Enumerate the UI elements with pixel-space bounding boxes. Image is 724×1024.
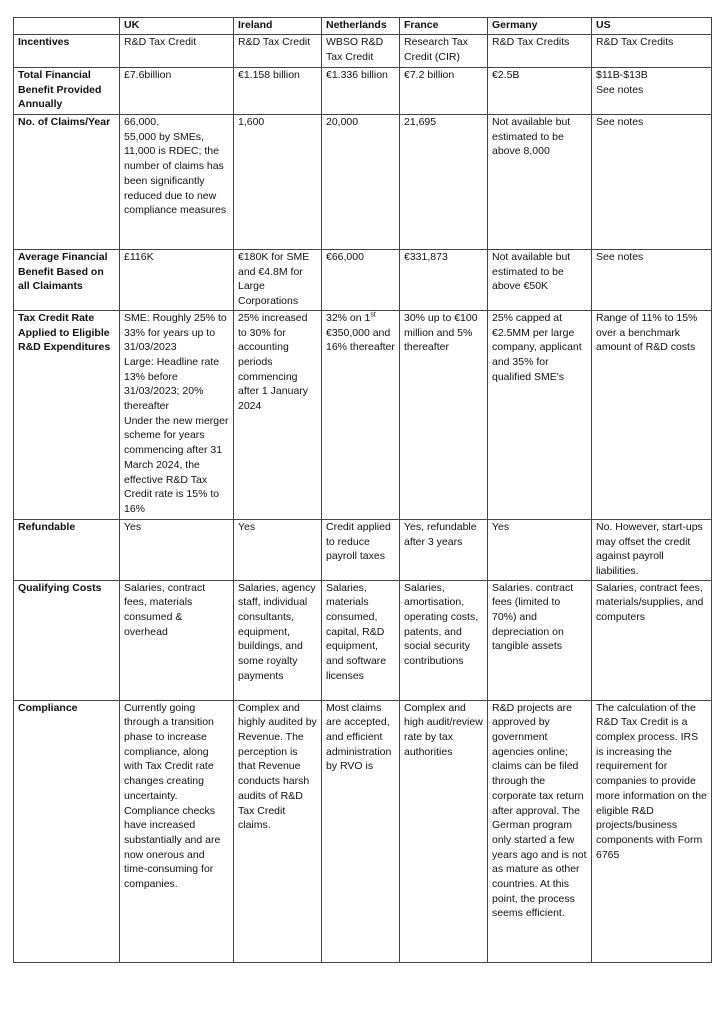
row-average-financial-benefit — [14, 250, 712, 311]
cell-ireland: R&D Tax Credit — [234, 35, 322, 68]
header-uk: UK — [120, 18, 234, 35]
cell-netherlands: 20,000 — [322, 115, 400, 250]
row-label: Qualifying Costs — [14, 580, 120, 700]
cell-line: 55,000 by SMEs, 11,000 is RDEC; the number of claims has been significantly reduced due to new compliance measures — [124, 130, 227, 217]
cell-germany: Yes — [488, 519, 592, 580]
row-label: Refundable — [14, 519, 120, 580]
cell-line: $11B-$13B — [596, 69, 648, 81]
row-compliance — [14, 700, 712, 962]
row-incentives — [14, 35, 712, 68]
header-france: France — [400, 18, 488, 35]
cell-line: Under the new merger scheme for years commencing after 31 March 2024, the effective R&D Tax Credit rate is 15% to 16% — [124, 414, 229, 515]
cell-germany: R&D Tax Credits — [488, 35, 592, 68]
row-refundable — [14, 519, 712, 580]
cell-ireland: €180K for SME and €4.8M for Large Corporations — [234, 250, 322, 311]
cell-ireland: 25% increased to 30% for accounting periods commencing after 1 January 2024 — [234, 310, 322, 519]
cell-ireland: Yes — [234, 519, 322, 580]
header-ireland: Ireland — [234, 18, 322, 35]
cell-us: See notes — [592, 115, 712, 250]
cell-uk: £116K — [120, 250, 234, 311]
cell-us: R&D Tax Credits — [592, 35, 712, 68]
cell-germany: 25% capped at €2.5MM per large company, applicant and 35% for qualified SME's — [488, 310, 592, 519]
cell-line: SME: Roughly 25% to 33% for years up to 31/03/2023 — [124, 311, 227, 354]
cell-netherlands: Salaries, materials consumed, capital, R&D equipment, and software licenses — [322, 580, 400, 700]
cell-us: No. However, start-ups may offset the credit against payroll liabilities. — [592, 519, 712, 580]
header-us: US — [592, 18, 712, 35]
ordinal-suffix: st — [370, 311, 376, 319]
cell-france: 21,695 — [400, 115, 488, 250]
cell-us — [592, 68, 712, 115]
cell-text-post: €350,000 and 16% thereafter — [326, 326, 395, 354]
cell-netherlands: Credit applied to reduce payroll taxes — [322, 519, 400, 580]
cell-france: €7.2 billion — [400, 68, 488, 115]
row-tax-credit-rate — [14, 310, 712, 519]
cell-uk: Currently going through a transition phase to increase compliance, along with Tax Credit rate changes creating uncertainty. Compliance checks have increased substantially and are now onerous and time-consuming for companies. — [120, 700, 234, 962]
rd-tax-credit-comparison-table — [13, 17, 712, 963]
cell-germany: Not available but estimated to be above 8,000 — [488, 115, 592, 250]
cell-netherlands — [322, 310, 400, 519]
cell-germany: R&D projects are approved by government agencies online; claims can be filed through the corporate tax return after approval. The German program only started a few years ago and is not as mature as other countries. At this point, the process seems efficient. — [488, 700, 592, 962]
cell-netherlands: WBSO R&D Tax Credit — [322, 35, 400, 68]
cell-ireland: Complex and highly audited by Revenue. The perception is that Revenue conducts harsh audits of R&D Tax Credit claims. — [234, 700, 322, 962]
cell-ireland: 1,600 — [234, 115, 322, 250]
cell-france: 30% up to €100 million and 5% thereafter — [400, 310, 488, 519]
header-blank — [14, 18, 120, 35]
row-total-financial-benefit — [14, 68, 712, 115]
cell-ireland: €1.158 billion — [234, 68, 322, 115]
cell-uk: Salaries, contract fees, materials consumed & overhead — [120, 580, 234, 700]
cell-uk: £7.6billion — [120, 68, 234, 115]
row-label: No. of Claims/Year — [14, 115, 120, 250]
cell-germany: €2.5B — [488, 68, 592, 115]
cell-netherlands: Most claims are accepted, and efficient administration by RVO is — [322, 700, 400, 962]
row-label: Compliance — [14, 700, 120, 962]
cell-ireland: Salaries, agency staff, individual consultants, equipment, buildings, and some royalty payments — [234, 580, 322, 700]
cell-line: See notes — [596, 83, 644, 96]
row-label: Average Financial Benefit Based on all Claimants — [14, 250, 120, 311]
row-number-of-claims — [14, 115, 712, 250]
cell-us: The calculation of the R&D Tax Credit is a complex process. IRS is increasing the requirement for companies to provide more information on the eligible R&D projects/business components with Form 6765 — [592, 700, 712, 962]
cell-netherlands: €1.336 billion — [322, 68, 400, 115]
cell-us: See notes — [592, 250, 712, 311]
cell-germany: Salaries. contract fees (limited to 70%) and depreciation on tangible assets — [488, 580, 592, 700]
cell-uk — [120, 310, 234, 519]
cell-germany: Not available but estimated to be above €50K — [488, 250, 592, 311]
cell-us: Salaries, contract fees, materials/supplies, and computers — [592, 580, 712, 700]
row-label: Tax Credit Rate Applied to Eligible R&D Expenditures — [14, 310, 120, 519]
cell-netherlands: €66,000 — [322, 250, 400, 311]
cell-line: 66,000. — [124, 116, 160, 128]
cell-france: Complex and high audit/review rate by tax authorities — [400, 700, 488, 962]
cell-france: Salaries, amortisation, operating costs, patents, and social security contributions — [400, 580, 488, 700]
cell-uk: Yes — [120, 519, 234, 580]
cell-text-pre: 32% on 1 — [326, 311, 371, 324]
row-label: Incentives — [14, 35, 120, 68]
cell-us: Range of 11% to 15% over a benchmark amount of R&D costs — [592, 310, 712, 519]
cell-france: €331,873 — [400, 250, 488, 311]
cell-france: Research Tax Credit (CIR) — [400, 35, 488, 68]
header-netherlands: Netherlands — [322, 18, 400, 35]
row-qualifying-costs — [14, 580, 712, 700]
cell-uk: R&D Tax Credit — [120, 35, 234, 68]
header-germany: Germany — [488, 18, 592, 35]
cell-line: Large: Headline rate 13% before 31/03/2023; 20% thereafter — [124, 355, 220, 413]
document-page — [13, 17, 711, 963]
cell-uk — [120, 115, 234, 250]
header-row — [14, 18, 712, 35]
cell-france: Yes, refundable after 3 years — [400, 519, 488, 580]
row-label: Total Financial Benefit Provided Annually — [14, 68, 120, 115]
